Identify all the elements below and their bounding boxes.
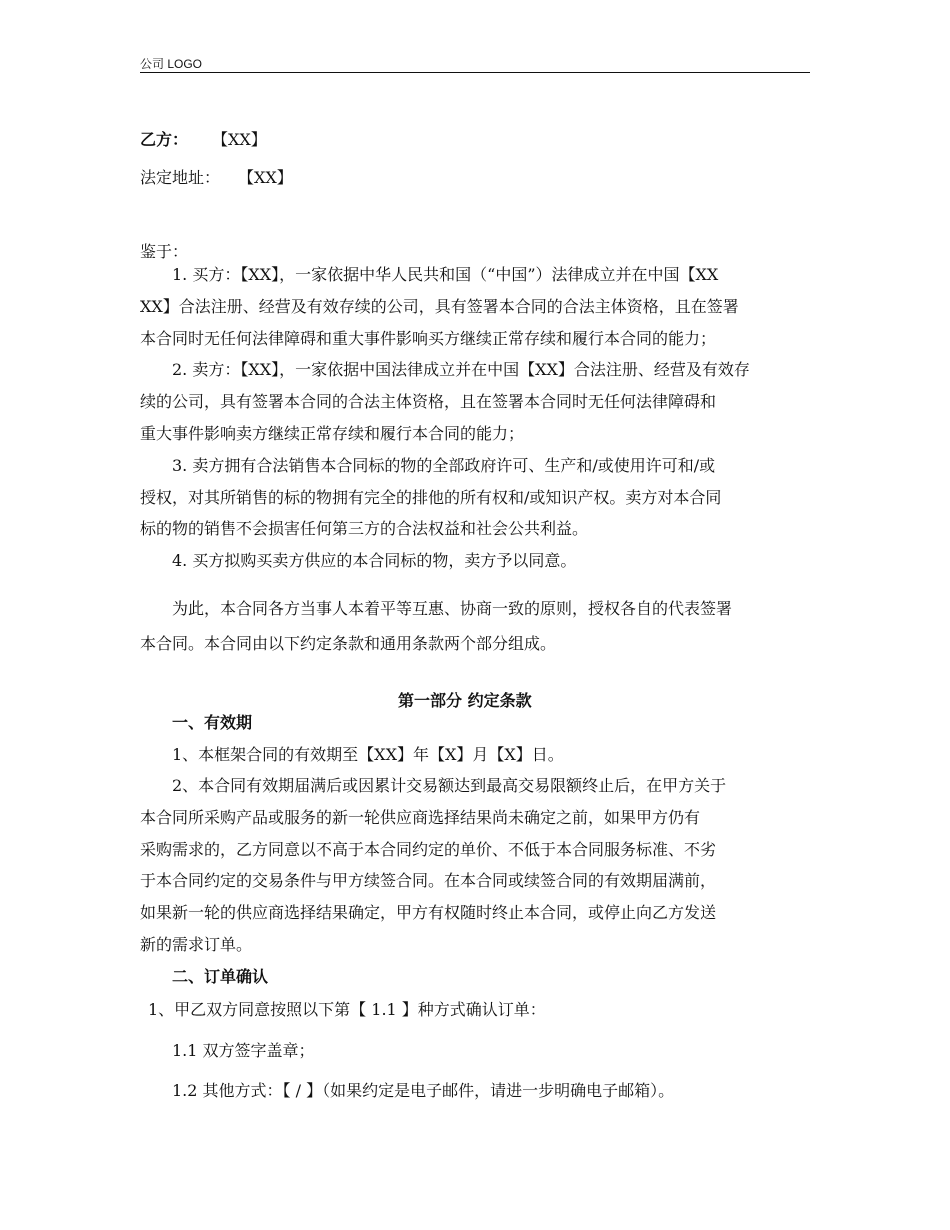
order-confirmation-heading: 二、订单确认 xyxy=(172,967,269,986)
whereas-line: 续的公司，具有签署本合同的合法主体资格，且在签署本合同时无任何法律障碍和 xyxy=(140,392,717,411)
party-b-label: 乙方： xyxy=(140,130,189,149)
validity-line: 采购需求的，乙方同意以不高于本合同约定的单价、不低于本合同服务标准、不劣 xyxy=(140,840,717,859)
validity-line: 1、本框架合同的有效期至【XX】年【X】月【X】日。 xyxy=(172,745,564,764)
validity-line: 2、本合同有效期届满后或因累计交易额达到最高交易限额终止后，在甲方关于 xyxy=(172,776,727,795)
authorization-line: 为此，本合同各方当事人本着平等互惠、协商一致的原则，授权各自的代表签署 xyxy=(172,599,733,618)
whereas-line: 标的物的销售不会损害任何第三方的合法权益和社会公共利益。 xyxy=(140,519,589,538)
legal-address-label: 法定地址： xyxy=(140,168,221,187)
validity-line: 如果新一轮的供应商选择结果确定，甲方有权随时终止本合同，或停止向乙方发送 xyxy=(140,903,717,922)
whereas-line: 本合同时无任何法律障碍和重大事件影响买方继续正常存续和履行本合同的能力； xyxy=(140,329,717,348)
legal-address-line xyxy=(140,168,293,188)
order-confirmation-line: 1.1 双方签字盖章； xyxy=(172,1041,315,1060)
validity-heading: 一、有效期 xyxy=(172,713,253,732)
order-confirmation-line: 1.2 其他方式：【 / 】（如果约定是电子邮件，请进一步明确电子邮箱）。 xyxy=(172,1081,675,1100)
party-b-value: 【XX】 xyxy=(212,130,267,149)
legal-address-value: 【XX】 xyxy=(238,168,293,187)
part-one-title: 第一部分 约定条款 xyxy=(398,691,532,710)
validity-line: 新的需求订单。 xyxy=(140,935,253,954)
whereas-line: 3. 卖方拥有合法销售本合同标的物的全部政府许可、生产和/或使用许可和/或 xyxy=(172,456,716,475)
validity-line: 于本合同约定的交易条件与甲方续签合同。在本合同或续签合同的有效期届满前， xyxy=(140,871,717,890)
validity-line: 本合同所采购产品或服务的新一轮供应商选择结果尚未确定之前，如果甲方仍有 xyxy=(140,808,701,827)
party-b-line xyxy=(140,130,267,150)
authorization-line: 本合同。本合同由以下约定条款和通用条款两个部分组成。 xyxy=(140,634,557,653)
whereas-heading: 鉴于： xyxy=(140,242,189,261)
whereas-line: 1. 买方：【XX】，一家依据中华人民共和国（“中国”）法律成立并在中国【XX xyxy=(172,265,719,284)
whereas-line: 2. 卖方：【XX】，一家依据中国法律成立并在中国【XX】合法注册、经营及有效存 xyxy=(172,360,750,379)
whereas-line: 授权，对其所销售的标的物拥有完全的排他的所有权和/或知识产权。卖方对本合同 xyxy=(140,488,722,507)
company-logo-text: 公司 LOGO xyxy=(140,57,203,71)
whereas-line: 4. 买方拟购买卖方供应的本合同标的物，卖方予以同意。 xyxy=(172,551,577,570)
whereas-line: XX】合法注册、经营及有效存续的公司，具有签署本合同的合法主体资格，且在签署 xyxy=(140,297,739,316)
order-confirmation-line: 1、甲乙双方同意按照以下第【 1.1 】种方式确认订单： xyxy=(148,1000,546,1019)
whereas-line: 重大事件影响卖方继续正常存续和履行本合同的能力； xyxy=(140,424,525,443)
header-divider xyxy=(140,72,810,73)
